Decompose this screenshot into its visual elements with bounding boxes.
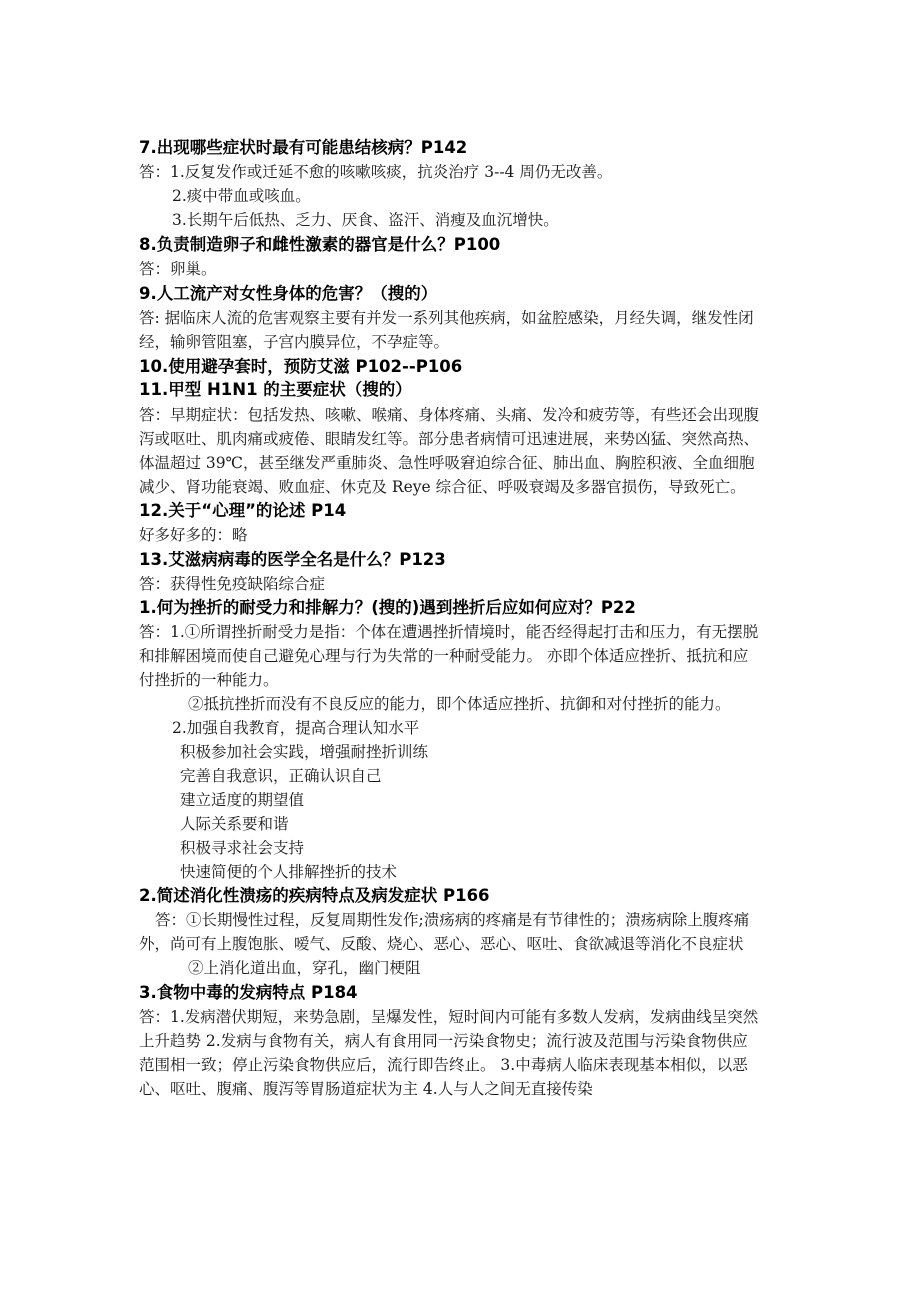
- heading-q12: 12.关于“心理”的论述 P14: [139, 501, 347, 520]
- body-line: 答：获得性免疫缺陷综合症: [139, 575, 326, 593]
- body-line: 泻或呕吐、肌肉痛或疲倦、眼睛发红等。部分患者病情可迅速进展，来势凶猛、突然高热、: [139, 430, 760, 448]
- body-line: 答：1.①所谓挫折耐受力是指：个体在遭遇挫折情境时，能否经得起打击和压力，有无摆脱: [139, 623, 759, 641]
- heading-q13: 13.艾滋病病毒的医学全名是什么？P123: [139, 550, 446, 569]
- body-line: 人际关系要和谐: [180, 815, 289, 833]
- body-line: 和排解困境而使自己避免心理与行为失常的一种耐受能力。 亦即个体适应挫折、抵抗和应: [139, 647, 749, 665]
- body-line: 减少、肾功能衰竭、败血症、休克及 Reye 综合征、呼吸衰竭及多器官损伤，导致死亡。: [139, 478, 746, 496]
- body-line: 范围相一致；停止污染食物供应后，流行即告终止。 3.中毒病人临床表现基本相似，以恶: [139, 1056, 748, 1074]
- heading-s2: 2.简述消化性溃疡的疾病特点及病发症状 P166: [139, 886, 490, 905]
- body-line: 外，尚可有上腹饱胀、嗳气、反酸、烧心、恶心、恶心、呕吐、食欲减退等消化不良症状: [139, 935, 744, 953]
- body-line: 答：1.发病潜伏期短，来势急剧，呈爆发性，短时间内可能有多数人发病，发病曲线呈突然: [139, 1008, 759, 1026]
- body-line: 答：1.反复发作或迁延不愈的咳嗽咳痰，抗炎治疗 3--4 周仍无改善。: [139, 163, 613, 181]
- body-line: ②抵抗挫折而没有不良反应的能力，即个体适应挫折、抗御和对付挫折的能力。: [188, 695, 731, 713]
- body-line: 3.长期午后低热、乏力、厌食、盗汗、消瘦及血沉增快。: [172, 211, 559, 229]
- body-line: 体温超过 39℃，甚至继发严重肺炎、急性呼吸窘迫综合征、肺出血、胸腔积液、全血细胞: [139, 454, 755, 472]
- body-line: 付挫折的一种能力。: [139, 671, 279, 689]
- body-line: 答：①长期慢性过程，反复周期性发作;溃疡病的疼痛是有节律性的；溃疡病除上腹疼痛: [155, 911, 750, 929]
- body-line: 好多好多的：略: [139, 526, 248, 544]
- body-line: 2.痰中带血或咳血。: [172, 187, 311, 205]
- body-line: 上升趋势 2.发病与食物有关，病人有食用同一污染食物史；流行波及范围与污染食物供应: [139, 1032, 748, 1050]
- body-line: 建立适度的期望值: [180, 791, 305, 809]
- body-line: ②上消化道出血，穿孔，幽门梗阻: [188, 959, 421, 977]
- heading-s1: 1.何为挫折的耐受力和排解力？(搜的)遇到挫折后应如何应对？P22: [139, 598, 636, 617]
- body-line: 答：早期症状：包括发热、咳嗽、喉痛、身体疼痛、头痛、发冷和疲劳等，有些还会出现腹: [139, 406, 760, 424]
- body-line: 2.加强自我教育，提高合理认知水平: [172, 719, 420, 737]
- body-line: 积极寻求社会支持: [180, 839, 305, 857]
- heading-q9: 9.人工流产对女性身体的危害？（搜的）: [139, 284, 438, 303]
- heading-q10: 10.使用避孕套时，预防艾滋 P102--P106: [139, 357, 463, 376]
- heading-q11: 11.甲型 H1N1 的主要症状（搜的）: [139, 380, 412, 399]
- body-line: 完善自我意识，正确认识自己: [180, 767, 382, 785]
- body-line: 经，输卵管阻塞，子宫内膜异位，不孕症等。: [139, 333, 450, 351]
- body-line: 快速简便的个人排解挫折的技术: [180, 863, 398, 881]
- heading-q7: 7.出现哪些症状时最有可能患结核病？P142: [139, 138, 468, 157]
- body-line: 心、呕吐、腹痛、腹泻等胃肠道症状为主 4.人与人之间无直接传染: [139, 1080, 593, 1098]
- heading-s3: 3.食物中毒的发病特点 P184: [139, 983, 358, 1002]
- heading-q8: 8.负责制造卵子和雌性激素的器官是什么？P100: [139, 235, 501, 254]
- body-line: 答: 据临床人流的危害观察主要有并发一系列其他疾病，如盆腔感染，月经失调，继发性闭: [139, 309, 754, 327]
- body-line: 答：卵巢。: [139, 260, 217, 278]
- body-line: 积极参加社会实践，增强耐挫折训练: [180, 743, 429, 761]
